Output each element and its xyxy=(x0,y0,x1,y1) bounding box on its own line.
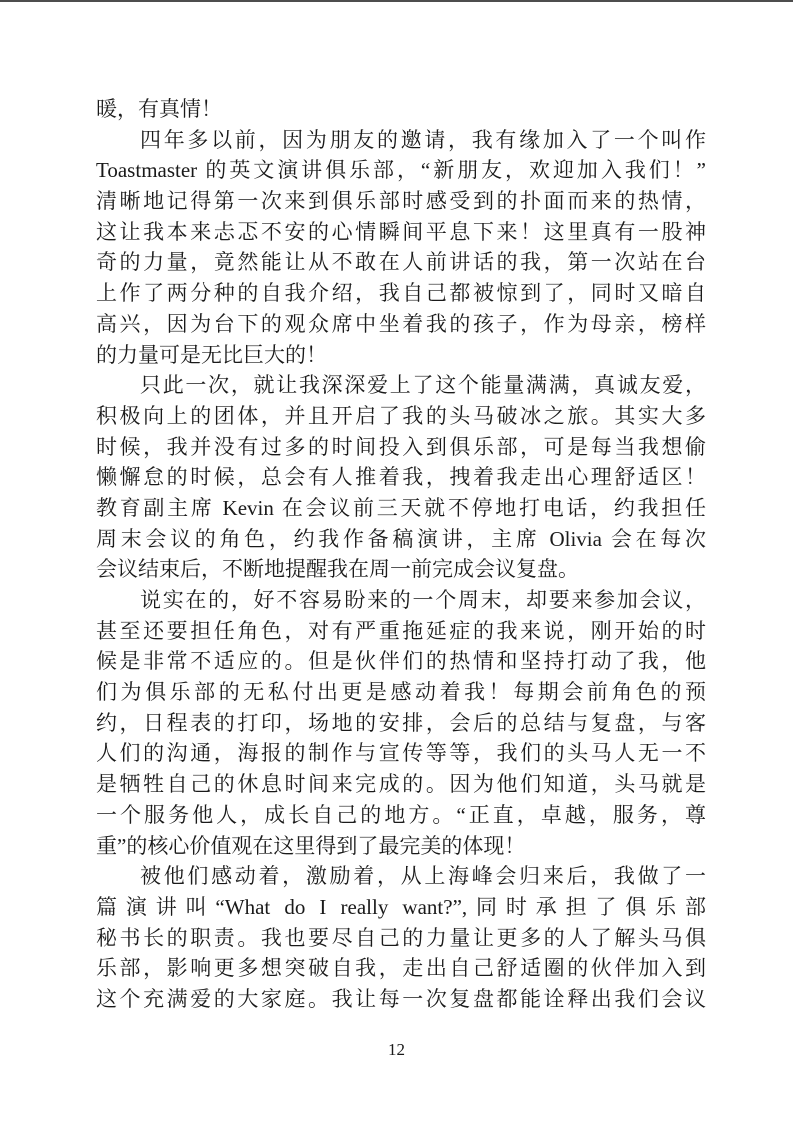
paragraph xyxy=(96,125,706,371)
text-line: 只此一次，就让我深深爱上了这个能量满满，真诚友爱， xyxy=(140,373,706,398)
text-line: 懒懈怠的时候，总会有人推着我，拽着我走出心理舒适区！ xyxy=(96,465,706,490)
text-line: 教育副主席 Kevin 在会议前三天就不停地打电话，约我担任 xyxy=(96,495,706,520)
text-line: 一个服务他人，成长自己的地方。“正直，卓越，服务，尊 xyxy=(96,802,706,827)
paragraph xyxy=(96,94,706,125)
text-line: 会议结束后，不断地提醒我在周一前完成会议复盘。 xyxy=(96,557,579,582)
text-line: 奇的力量，竟然能让从不敢在人前讲话的我，第一次站在台 xyxy=(96,250,706,275)
text-line: 高兴，因为台下的观众席中坐着我的孩子，作为母亲，榜样 xyxy=(96,311,706,336)
paragraph xyxy=(96,585,706,861)
text-line: 四年多以前，因为朋友的邀请，我有缘加入了一个叫作 xyxy=(140,127,706,152)
text-line: 们为俱乐部的无私付出更是感动着我！每期会前角色的预 xyxy=(96,680,706,705)
text-line: 约，日程表的打印，场地的安排，会后的总结与复盘，与客 xyxy=(96,710,706,735)
paragraph xyxy=(96,861,706,1014)
text-line: 暖，有真情！ xyxy=(96,97,222,121)
text-line: 这让我本来忐忑不安的心情瞬间平息下来！这里真有一股神 xyxy=(96,219,706,244)
page-number: 12 xyxy=(388,1040,405,1059)
text-block xyxy=(96,94,706,1015)
text-line: 篇演讲叫“What do I really want?”,同时承担了俱乐部 xyxy=(96,894,706,919)
text-line: 积极向上的团体，并且开启了我的头马破冰之旅。其实大多 xyxy=(96,403,706,428)
text-line: 周末会议的角色，约我作备稿演讲，主席 Olivia 会在每次 xyxy=(96,526,706,551)
text-line: 被他们感动着，激励着，从上海峰会归来后，我做了一 xyxy=(140,864,706,889)
text-line: 时候，我并没有过多的时间投入到俱乐部，可是每当我想偷 xyxy=(96,434,706,459)
text-line: 上作了两分种的自我介绍，我自己都被惊到了，同时又暗自 xyxy=(96,281,706,306)
text-line: 重”的核心价值观在这里得到了最完美的体现！ xyxy=(96,833,526,858)
text-line: 的力量可是无比巨大的！ xyxy=(96,342,327,367)
text-line: 是牺牲自己的休息时间来完成的。因为他们知道，头马就是 xyxy=(96,772,706,797)
text-line: 说实在的，好不容易盼来的一个周末，却要来参加会议， xyxy=(140,588,706,612)
text-line: 候是非常不适应的。但是伙伴们的热情和坚持打动了我，他 xyxy=(96,649,706,674)
text-line: 秘书长的职责。我也要尽自己的力量让更多的人了解头马俱 xyxy=(96,925,706,950)
text-line: 这个充满爱的大家庭。我让每一次复盘都能诠释出我们会议 xyxy=(96,986,706,1011)
text-line: 甚至还要担任角色，对有严重拖延症的我来说，刚开始的时 xyxy=(96,618,706,643)
text-line: Toastmaster 的英文演讲俱乐部，“新朋友，欢迎加入我们！” xyxy=(96,158,706,183)
text-line: 清晰地记得第一次来到俱乐部时感受到的扑面而来的热情， xyxy=(96,189,706,214)
text-line: 人们的沟通，海报的制作与宣传等等，我们的头马人无一不 xyxy=(96,741,706,766)
paragraph xyxy=(96,370,706,585)
text-line: 乐部，影响更多想突破自我，走出自己舒适圈的伙伴加入到 xyxy=(96,956,706,981)
